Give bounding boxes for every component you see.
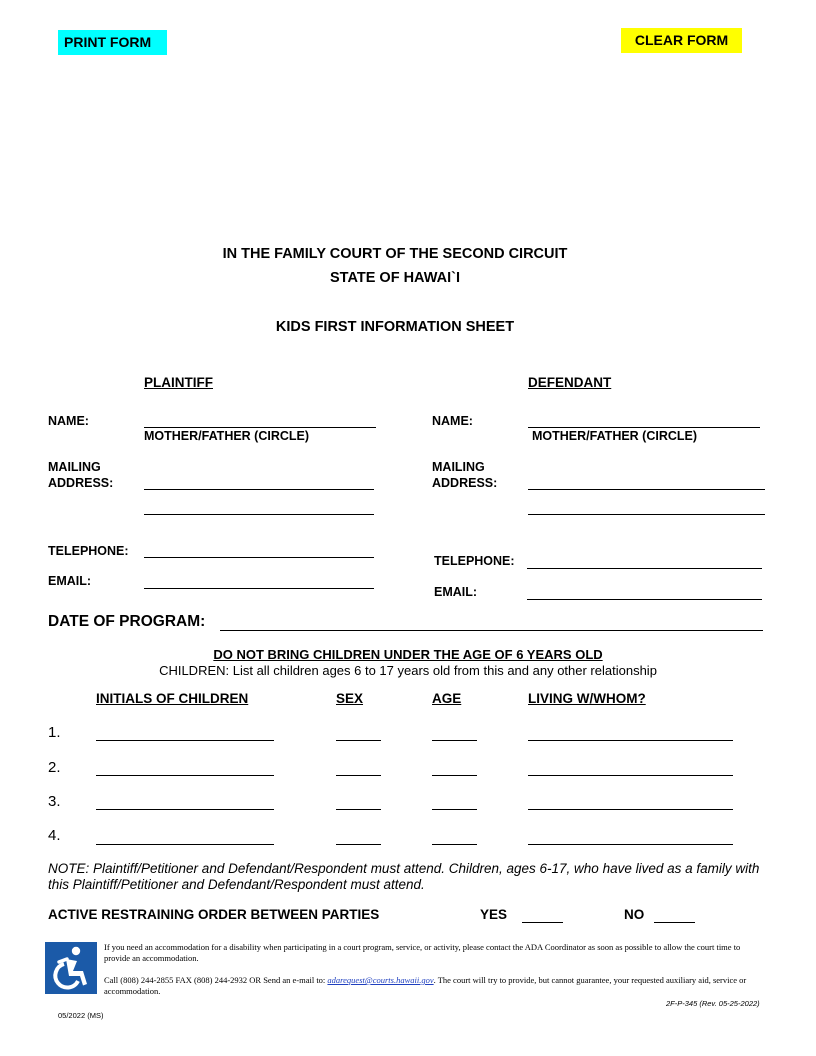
- child-3-age[interactable]: [432, 794, 477, 810]
- date-of-program-field[interactable]: [220, 614, 763, 631]
- defendant-heading: DEFENDANT: [528, 375, 612, 390]
- col-sex-header: SEX: [336, 691, 364, 706]
- child-2-age[interactable]: [432, 760, 477, 776]
- restraining-no-field[interactable]: [654, 907, 695, 923]
- defendant-role-label: MOTHER/FATHER (CIRCLE): [532, 429, 698, 443]
- restraining-yes-field[interactable]: [522, 907, 563, 923]
- form-title: KIDS FIRST INFORMATION SHEET: [275, 319, 515, 335]
- child-1-initials[interactable]: [96, 725, 274, 741]
- defendant-telephone-field[interactable]: [527, 553, 762, 569]
- defendant-address-label: ADDRESS:: [432, 476, 498, 490]
- plaintiff-name-label: NAME:: [48, 414, 89, 428]
- date-of-program-label: DATE OF PROGRAM:: [48, 613, 206, 630]
- child-3-sex[interactable]: [336, 794, 381, 810]
- plaintiff-address-field-2[interactable]: [144, 499, 374, 515]
- child-row-number: 3.: [48, 793, 61, 810]
- child-1-age[interactable]: [432, 725, 477, 741]
- child-row-number: 1.: [48, 724, 61, 741]
- accessibility-icon: [45, 942, 97, 994]
- child-2-sex[interactable]: [336, 760, 381, 776]
- col-initials-header: INITIALS OF CHILDREN: [96, 691, 249, 706]
- court-title: IN THE FAMILY COURT OF THE SECOND CIRCUIT: [222, 246, 568, 262]
- ada-contact-suffix: . The court will try to provide, but cannot guarantee, your requested auxiliary aid, service or accommodation.: [104, 975, 747, 996]
- child-1-living-with[interactable]: [528, 725, 733, 741]
- child-2-initials[interactable]: [96, 760, 274, 776]
- child-4-living-with[interactable]: [528, 829, 733, 845]
- child-2-living-with[interactable]: [528, 760, 733, 776]
- child-3-initials[interactable]: [96, 794, 274, 810]
- state-title: STATE OF HAWAI`I: [330, 270, 460, 286]
- child-row-number: 2.: [48, 759, 61, 776]
- defendant-telephone-label: TELEPHONE:: [434, 554, 515, 568]
- restraining-yes-label: YES: [480, 907, 508, 922]
- defendant-name-field[interactable]: [528, 412, 760, 428]
- plaintiff-telephone-label: TELEPHONE:: [48, 544, 129, 558]
- plaintiff-telephone-field[interactable]: [144, 542, 374, 558]
- defendant-address-field-1[interactable]: [528, 474, 765, 490]
- child-4-initials[interactable]: [96, 829, 274, 845]
- ada-contact: [104, 975, 764, 996]
- plaintiff-role-label: MOTHER/FATHER (CIRCLE): [144, 429, 310, 443]
- plaintiff-address-label: ADDRESS:: [48, 476, 114, 490]
- ada-notice-line1: If you need an accommodation for a disability when participating in a court program, service, or activity, please contact the ADA Coordinator as soon as possible to allow the court time to provide an accommodation.: [104, 942, 741, 963]
- plaintiff-name-field[interactable]: [144, 412, 376, 428]
- col-living-header: LIVING W/WHOM?: [528, 691, 646, 706]
- child-row-number: 4.: [48, 827, 61, 844]
- plaintiff-heading: PLAINTIFF: [144, 375, 213, 390]
- defendant-email-label: EMAIL:: [434, 585, 478, 599]
- child-1-sex[interactable]: [336, 725, 381, 741]
- children-age-warning: DO NOT BRING CHILDREN UNDER THE AGE OF 6 YEARS OLD: [213, 647, 603, 662]
- restraining-order-label: ACTIVE RESTRAINING ORDER BETWEEN PARTIES: [48, 907, 380, 922]
- defendant-email-field[interactable]: [527, 584, 762, 600]
- ada-contact-prefix: Call (808) 244-2855 FAX (808) 244-2932 OR Send an e-mail to:: [104, 975, 328, 985]
- print-form-button[interactable]: PRINT FORM: [58, 30, 167, 55]
- child-4-age[interactable]: [432, 829, 477, 845]
- clear-form-button[interactable]: CLEAR FORM: [621, 28, 742, 53]
- attendance-note: NOTE: Plaintiff/Petitioner and Defendant/Respondent must attend. Children, ages 6-17, who have lived as a family with this Plaintiff/Petitioner and Defendant/Respondent must attend.: [48, 861, 760, 892]
- defendant-mailing-label: MAILING: [432, 460, 485, 474]
- plaintiff-address-field-1[interactable]: [144, 474, 374, 490]
- plaintiff-mailing-label: MAILING: [48, 460, 101, 474]
- col-age-header: AGE: [432, 691, 462, 706]
- form-number: 2F-P-345 (Rev. 05-25-2022): [666, 999, 760, 1008]
- child-3-living-with[interactable]: [528, 794, 733, 810]
- plaintiff-email-field[interactable]: [144, 573, 374, 589]
- defendant-name-label: NAME:: [432, 414, 473, 428]
- plaintiff-email-label: EMAIL:: [48, 574, 92, 588]
- ada-email-link[interactable]: adarequest@courts.hawaii.gov: [327, 975, 434, 985]
- child-4-sex[interactable]: [336, 829, 381, 845]
- restraining-no-label: NO: [624, 907, 645, 922]
- defendant-address-field-2[interactable]: [528, 499, 765, 515]
- date-code: 05/2022 (MS): [58, 1011, 104, 1020]
- children-instruction: CHILDREN: List all children ages 6 to 17 years old from this and any other relationship: [159, 663, 657, 678]
